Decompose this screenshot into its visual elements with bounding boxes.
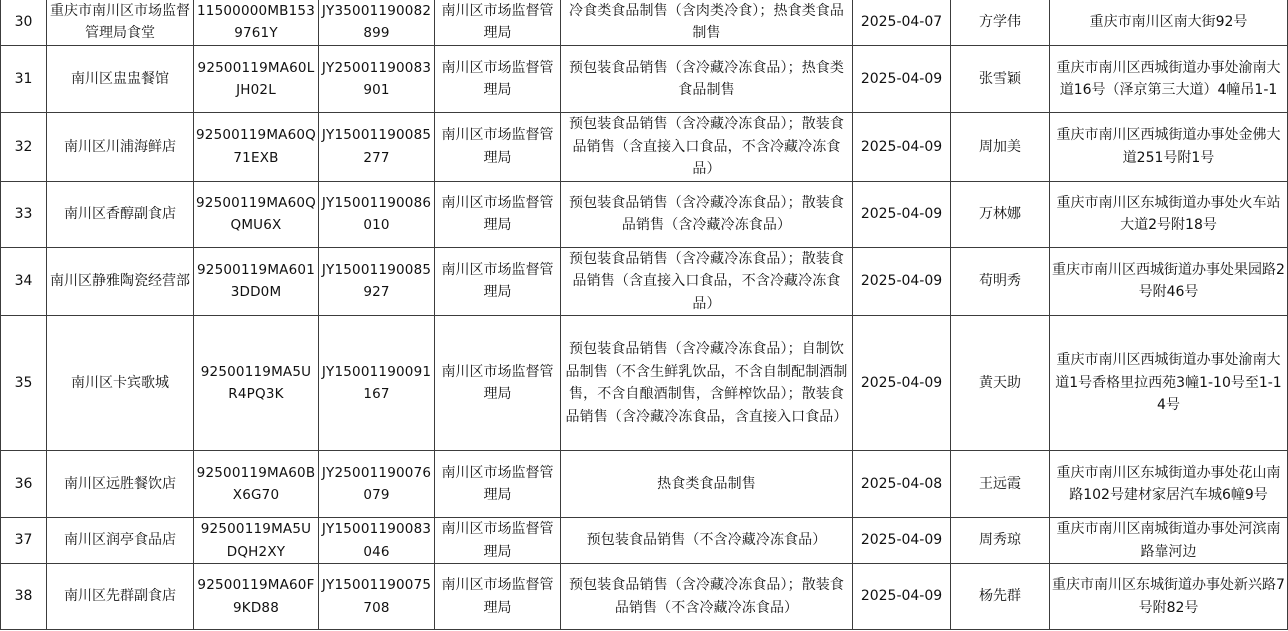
table-row (1, 0, 1288, 46)
business-address: 重庆市南川区南城街道办事处河滨南路靠河边 (1050, 518, 1288, 564)
issuing-authority: 南川区市场监督管理局 (435, 316, 561, 451)
business-name: 南川区川浦海鲜店 (47, 113, 194, 182)
row-number: 38 (1, 564, 47, 630)
issuing-authority: 南川区市场监督管理局 (435, 0, 561, 46)
row-number: 36 (1, 451, 47, 518)
issue-date: 2025-04-09 (853, 181, 951, 247)
license-number: JY15001190083046 (319, 518, 435, 564)
issue-date: 2025-04-09 (853, 564, 951, 630)
business-name: 南川区静雅陶瓷经营部 (47, 247, 194, 316)
credit-code: 92500119MA60QQMU6X (194, 181, 319, 247)
issue-date: 2025-04-08 (853, 451, 951, 518)
issuing-authority: 南川区市场监督管理局 (435, 113, 561, 182)
business-scope: 预包装食品销售（含冷藏冷冻食品）；散装食品销售（含直接入口食品，不含冷藏冷冻食品） (561, 247, 853, 316)
table-row (1, 316, 1288, 451)
credit-code: 11500000MB1539761Y (194, 0, 319, 46)
credit-code: 92500119MA5UR4PQ3K (194, 316, 319, 451)
legal-person: 张雪颖 (951, 46, 1050, 113)
credit-code: 92500119MA5UDQH2XY (194, 518, 319, 564)
business-scope: 预包装食品销售（含冷藏冷冻食品）；散装食品销售（不含冷藏冷冻食品） (561, 564, 853, 630)
license-number: JY15001190075708 (319, 564, 435, 630)
license-number: JY35001190082899 (319, 0, 435, 46)
license-number: JY15001190086010 (319, 181, 435, 247)
table-row (1, 564, 1288, 630)
legal-person: 王远霞 (951, 451, 1050, 518)
issue-date: 2025-04-09 (853, 518, 951, 564)
table-row (1, 46, 1288, 113)
license-number: JY15001190085927 (319, 247, 435, 316)
legal-person: 杨先群 (951, 564, 1050, 630)
legal-person: 苟明秀 (951, 247, 1050, 316)
table-row (1, 247, 1288, 316)
credit-code: 92500119MA60F9KD88 (194, 564, 319, 630)
legal-person: 周秀琼 (951, 518, 1050, 564)
row-number: 30 (1, 0, 47, 46)
business-address: 重庆市南川区南大街92号 (1050, 0, 1288, 46)
issuing-authority: 南川区市场监督管理局 (435, 181, 561, 247)
business-scope: 预包装食品销售（含冷藏冷冻食品）；热食类食品制售 (561, 46, 853, 113)
business-scope: 热食类食品制售 (561, 451, 853, 518)
legal-person: 万林娜 (951, 181, 1050, 247)
issuing-authority: 南川区市场监督管理局 (435, 564, 561, 630)
issuing-authority: 南川区市场监督管理局 (435, 247, 561, 316)
legal-person: 黄天助 (951, 316, 1050, 451)
issue-date: 2025-04-07 (853, 0, 951, 46)
credit-code: 92500119MA6013DD0M (194, 247, 319, 316)
row-number: 31 (1, 46, 47, 113)
issuing-authority: 南川区市场监督管理局 (435, 46, 561, 113)
business-address: 重庆市南川区西城街道办事处果园路2号附46号 (1050, 247, 1288, 316)
credit-code: 92500119MA60LJH02L (194, 46, 319, 113)
business-address: 重庆市南川区东城街道办事处新兴路7号附82号 (1050, 564, 1288, 630)
business-address: 重庆市南川区东城街道办事处火车站大道2号附18号 (1050, 181, 1288, 247)
business-name: 南川区远胜餐饮店 (47, 451, 194, 518)
business-name: 南川区先群副食店 (47, 564, 194, 630)
issuing-authority: 南川区市场监督管理局 (435, 451, 561, 518)
business-address: 重庆市南川区西城街道办事处渝南大道16号（泽京第三大道）4幢吊1-1 (1050, 46, 1288, 113)
row-number: 32 (1, 113, 47, 182)
row-number: 34 (1, 247, 47, 316)
table-row (1, 181, 1288, 247)
row-number: 35 (1, 316, 47, 451)
business-name: 南川区卡宾歌城 (47, 316, 194, 451)
business-name: 南川区香醇副食店 (47, 181, 194, 247)
table-row (1, 113, 1288, 182)
issue-date: 2025-04-09 (853, 113, 951, 182)
credit-code: 92500119MA60Q71EXB (194, 113, 319, 182)
license-number: JY15001190085277 (319, 113, 435, 182)
business-name: 重庆市南川区市场监督管理局食堂 (47, 0, 194, 46)
legal-person: 周加美 (951, 113, 1050, 182)
license-number: JY15001190091167 (319, 316, 435, 451)
business-address: 重庆市南川区西城街道办事处渝南大道1号香格里拉西苑3幢1-10号至1-14号 (1050, 316, 1288, 451)
business-name: 南川区盅盅餐馆 (47, 46, 194, 113)
issuing-authority: 南川区市场监督管理局 (435, 518, 561, 564)
table-row (1, 518, 1288, 564)
issue-date: 2025-04-09 (853, 247, 951, 316)
business-scope: 预包装食品销售（含冷藏冷冻食品）；散装食品销售（含直接入口食品，不含冷藏冷冻食品） (561, 113, 853, 182)
business-name: 南川区润亭食品店 (47, 518, 194, 564)
business-scope: 预包装食品销售（含冷藏冷冻食品）；散装食品销售（含冷藏冷冻食品） (561, 181, 853, 247)
business-scope: 预包装食品销售（含冷藏冷冻食品）；自制饮品制售（不含生鲜乳饮品，不含自制配制酒制售，不含自酿酒制售，含鲜榨饮品）；散装食品销售（含冷藏冷冻食品，含直接入口食品） (561, 316, 853, 451)
business-address: 重庆市南川区西城街道办事处金佛大道251号附1号 (1050, 113, 1288, 182)
business-scope: 预包装食品销售（不含冷藏冷冻食品） (561, 518, 853, 564)
business-address: 重庆市南川区东城街道办事处花山南路102号建材家居汽车城6幢9号 (1050, 451, 1288, 518)
legal-person: 方学伟 (951, 0, 1050, 46)
license-number: JY25001190083901 (319, 46, 435, 113)
license-number: JY25001190076079 (319, 451, 435, 518)
row-number: 37 (1, 518, 47, 564)
business-scope: 冷食类食品制售（含肉类冷食）；热食类食品制售 (561, 0, 853, 46)
issue-date: 2025-04-09 (853, 46, 951, 113)
table-row (1, 451, 1288, 518)
row-number: 33 (1, 181, 47, 247)
credit-code: 92500119MA60BX6G70 (194, 451, 319, 518)
issue-date: 2025-04-09 (853, 316, 951, 451)
